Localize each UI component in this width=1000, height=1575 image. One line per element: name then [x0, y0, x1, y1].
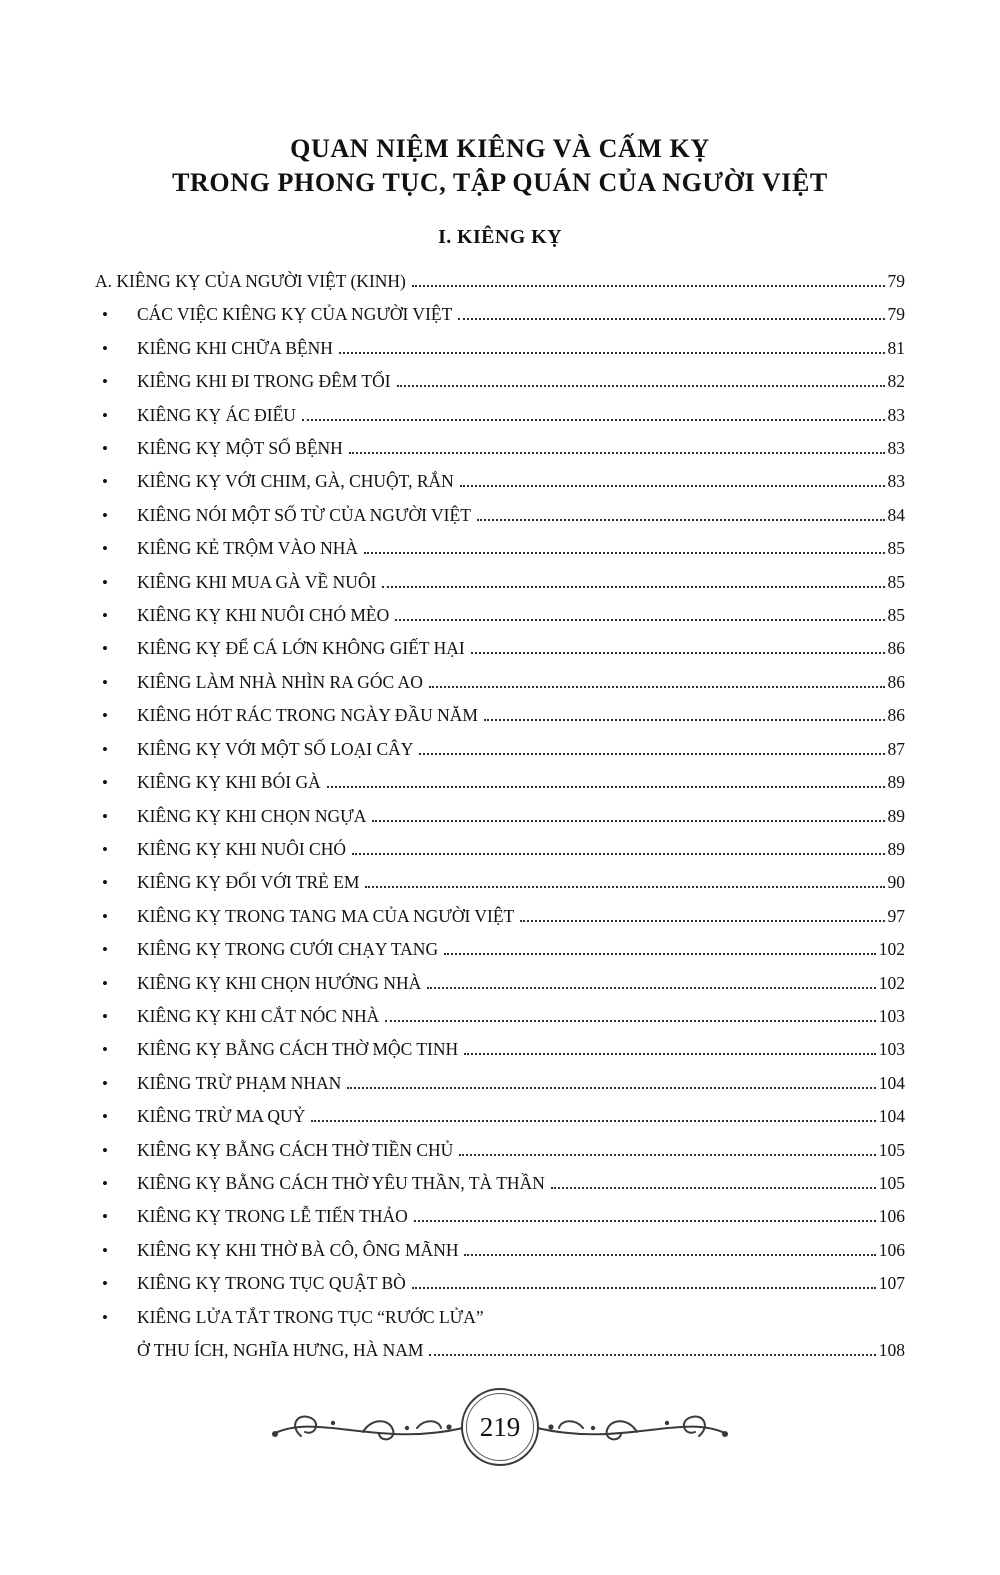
- toc-items: [95, 298, 905, 1367]
- toc-item: [95, 800, 905, 833]
- toc-item-label: KIÊNG KỴ KHI NUÔI CHÓ MÈO: [137, 605, 390, 626]
- toc-leader: [520, 920, 884, 922]
- toc-item: [95, 733, 905, 766]
- toc-page-number: 103: [878, 1005, 905, 1026]
- toc-entry-line1: [137, 365, 905, 398]
- toc-item-label: KIÊNG KỴ KHI CHỌN HƯỚNG NHÀ: [137, 972, 422, 993]
- bullet-icon: •: [102, 1207, 108, 1227]
- toc-entry: [137, 933, 905, 966]
- bullet-icon: •: [102, 1240, 108, 1260]
- toc-leader: [551, 1187, 876, 1189]
- toc-entry: [137, 833, 905, 866]
- toc-entry: [137, 465, 905, 498]
- toc-item: [95, 566, 905, 599]
- toc-item-label: KIÊNG HÓT RÁC TRONG NGÀY ĐẦU NĂM: [137, 705, 478, 726]
- toc-entry-line1: [137, 1000, 905, 1033]
- toc-entry: [137, 599, 905, 632]
- toc-entry-line1: [137, 1067, 905, 1100]
- toc-item-label: KIÊNG KỴ BẰNG CÁCH THỜ YÊU THẦN, TÀ THẦN: [137, 1172, 545, 1193]
- toc-item-label: KIÊNG KHI MUA GÀ VỀ NUÔI: [137, 571, 377, 592]
- toc-item-label: KIÊNG KỴ KHI THỜ BÀ CÔ, ÔNG MÃNH: [137, 1239, 459, 1260]
- toc-entry: [137, 1100, 905, 1133]
- toc-entry: [137, 1267, 905, 1300]
- bullet-icon: •: [102, 505, 108, 525]
- toc-page-number: 85: [887, 605, 905, 626]
- toc-item: [95, 632, 905, 665]
- bullet-icon: •: [102, 572, 108, 592]
- toc-page-number: 83: [887, 438, 905, 459]
- toc-entry-line1: [137, 1100, 905, 1133]
- bullet-icon: •: [102, 873, 108, 893]
- toc-entry-line1: [137, 933, 905, 966]
- toc-item-label: KIÊNG KỴ ÁC ĐIỂU: [137, 404, 296, 425]
- toc-page-number: 87: [887, 738, 905, 759]
- toc-leader: [349, 452, 885, 454]
- toc-leader: [372, 820, 884, 822]
- toc-entry: [137, 1000, 905, 1033]
- section-heading: I. KIÊNG KỴ: [438, 226, 562, 248]
- toc-item-label: KIÊNG KỴ BẰNG CÁCH THỜ MỘC TINH: [137, 1039, 459, 1060]
- toc-item-label: KIÊNG KỴ TRONG TANG MA CỦA NGƯỜI VIỆT: [137, 905, 515, 926]
- toc-leader: [458, 318, 884, 320]
- toc-item-label: KIÊNG KỴ VỚI CHIM, GÀ, CHUỘT, RẮN: [137, 471, 454, 492]
- toc-leader: [339, 352, 885, 354]
- toc-leader: [460, 485, 885, 487]
- toc-entry: [137, 866, 905, 899]
- toc-item-label: KIÊNG KỴ TRONG CƯỚI CHẠY TANG: [137, 939, 439, 960]
- toc-item: [95, 1033, 905, 1066]
- toc-entry: [137, 1134, 905, 1167]
- toc-entry: [137, 532, 905, 565]
- toc-entry-line1: [137, 900, 905, 933]
- toc-leader: [414, 1220, 876, 1222]
- toc-entry-line1: [137, 432, 905, 465]
- bullet-icon: •: [102, 539, 108, 559]
- toc-item: [95, 1100, 905, 1133]
- toc-leader: [352, 853, 884, 855]
- toc-item: [95, 866, 905, 899]
- toc-section-a-label: A. KIÊNG KỴ CỦA NGƯỜI VIỆT (KINH): [95, 271, 406, 291]
- bullet-icon: •: [102, 906, 108, 926]
- toc-entry: [137, 900, 905, 933]
- page-number: 219: [479, 1411, 521, 1442]
- toc-item-label: KIÊNG LÀM NHÀ NHÌN RA GÓC AO: [137, 671, 423, 692]
- toc-item-label: KIÊNG KHI CHỮA BỆNH: [137, 337, 333, 358]
- toc-item-label: KIÊNG KỴ KHI CHỌN NGỰA: [137, 805, 367, 826]
- toc-entry-line1: [137, 1200, 905, 1233]
- toc-page-number: 108: [878, 1340, 905, 1360]
- toc-page-number: 103: [878, 1039, 905, 1060]
- toc-entry-line1: [137, 1234, 905, 1267]
- bullet-icon: •: [102, 1040, 108, 1060]
- toc-item: [95, 967, 905, 1000]
- toc-item: [95, 298, 905, 331]
- toc-item: [95, 1267, 905, 1300]
- toc-leader: [484, 719, 885, 721]
- toc-item-label: KIÊNG KỴ KHI BÓI GÀ: [137, 772, 321, 793]
- toc-entry-line1: [137, 666, 905, 699]
- toc-page-number: 85: [887, 538, 905, 559]
- toc-item: [95, 332, 905, 365]
- toc-leader: [302, 419, 885, 421]
- toc-entry: [137, 967, 905, 1000]
- flourish-left-icon: [267, 1390, 467, 1464]
- bullet-icon: •: [102, 1006, 108, 1026]
- toc-entry-line1: [137, 866, 905, 899]
- toc-item-label: KIÊNG LỬA TẮT TRONG TỤC “RƯỚC LỬA”: [137, 1306, 484, 1327]
- bullet-icon: •: [102, 1107, 108, 1127]
- toc-entry-line1: [137, 833, 905, 866]
- toc-entry: [137, 1033, 905, 1066]
- toc-entry-line1: [137, 332, 905, 365]
- page-title: [95, 132, 905, 200]
- toc-item: [95, 399, 905, 432]
- toc-item: [95, 699, 905, 732]
- toc-leader: [397, 385, 885, 387]
- flourish-right-icon: [533, 1390, 733, 1464]
- toc-page-number: 81: [887, 337, 905, 358]
- bullet-icon: •: [102, 806, 108, 826]
- toc-entry-line1: [137, 298, 905, 331]
- bullet-icon: •: [102, 773, 108, 793]
- toc-item-label: KIÊNG KỴ BẰNG CÁCH THỜ TIỀN CHỦ: [137, 1139, 454, 1160]
- toc-page-number: 83: [887, 404, 905, 425]
- bullet-icon: •: [102, 405, 108, 425]
- toc-page-number: 79: [887, 271, 905, 291]
- toc-entry: [137, 1301, 905, 1368]
- toc-page-number: 86: [887, 671, 905, 692]
- toc-entry-line1: [137, 1301, 905, 1334]
- toc-entry-line1: [137, 766, 905, 799]
- toc-item-label: KIÊNG KỴ KHI NUÔI CHÓ: [137, 838, 347, 859]
- toc-item: [95, 900, 905, 933]
- toc-entry: [137, 499, 905, 532]
- toc-entry-line1: [137, 800, 905, 833]
- toc-list: [95, 265, 905, 1367]
- toc-page-number: 89: [887, 838, 905, 859]
- toc-entry: [137, 566, 905, 599]
- toc-entry-line1: [137, 399, 905, 432]
- toc-item-label: KIÊNG KỴ VỚI MỘT SỐ LOẠI CÂY: [137, 738, 414, 759]
- toc-entry: [137, 800, 905, 833]
- toc-entry: [137, 399, 905, 432]
- toc-page-number: 105: [878, 1172, 905, 1193]
- toc-leader: [395, 619, 884, 621]
- toc-entry-line1: [137, 1167, 905, 1200]
- toc-entry-line2: [137, 1334, 905, 1367]
- toc-entry: [137, 365, 905, 398]
- toc-item-label: KIÊNG KỴ ĐỐI VỚI TRẺ EM: [137, 872, 360, 893]
- toc-entry: [137, 699, 905, 732]
- toc-page-number: 89: [887, 772, 905, 793]
- toc-item-label: KIÊNG KỴ KHI CẮT NÓC NHÀ: [137, 1005, 380, 1026]
- toc-page-number: 104: [878, 1072, 905, 1093]
- bullet-icon: •: [102, 940, 108, 960]
- bullet-icon: •: [102, 839, 108, 859]
- toc-entry-line1: [137, 499, 905, 532]
- toc-entry: [137, 666, 905, 699]
- toc-item-label: KIÊNG KẺ TRỘM VÀO NHÀ: [137, 538, 359, 559]
- toc-page-number: 104: [878, 1106, 905, 1127]
- bullet-icon: •: [102, 606, 108, 626]
- toc-leader: [427, 987, 875, 989]
- toc-entry: [137, 733, 905, 766]
- toc-item: [95, 933, 905, 966]
- toc-entry-line1: [137, 632, 905, 665]
- toc-item: [95, 1067, 905, 1100]
- toc-leader: [311, 1120, 875, 1122]
- toc-leader: [365, 886, 884, 888]
- toc-item-label: KIÊNG KỴ MỘT SỐ BỆNH: [137, 438, 343, 459]
- toc-entry-line1: [137, 465, 905, 498]
- toc-item-label: KIÊNG NÓI MỘT SỐ TỪ CỦA NGƯỜI VIỆT: [137, 504, 471, 525]
- toc-item-label: KIÊNG KỴ ĐỂ CÁ LỚN KHÔNG GIẾT HẠI: [137, 638, 465, 659]
- bullet-icon: •: [102, 1140, 108, 1160]
- bullet-icon: •: [102, 1274, 108, 1294]
- toc-item: [95, 666, 905, 699]
- toc-leader: [459, 1154, 875, 1156]
- toc-leader: [419, 753, 884, 755]
- toc-page-number: 107: [878, 1273, 905, 1294]
- toc-entry-line1: [137, 967, 905, 1000]
- toc-page-number: 106: [878, 1239, 905, 1260]
- toc-page-number: 106: [878, 1206, 905, 1227]
- toc-entry: [137, 298, 905, 331]
- toc-leader: [327, 786, 885, 788]
- bullet-icon: •: [102, 338, 108, 358]
- toc-leader: [429, 686, 885, 688]
- page-title-line2: TRONG PHONG TỤC, TẬP QUÁN CỦA NGƯỜI VIỆT: [172, 168, 828, 197]
- toc-leader: [444, 953, 876, 955]
- toc-leader: [471, 652, 885, 654]
- toc-item: [95, 465, 905, 498]
- toc-leader: [364, 552, 884, 554]
- toc-page-number: 102: [878, 939, 905, 960]
- toc-entry: [137, 1234, 905, 1267]
- toc-entry-line1: [137, 733, 905, 766]
- toc-leader: [412, 285, 885, 287]
- toc-page-number: 105: [878, 1139, 905, 1160]
- toc-item: [95, 1167, 905, 1200]
- toc-item: [95, 432, 905, 465]
- bullet-icon: •: [102, 1173, 108, 1193]
- bullet-icon: •: [102, 973, 108, 993]
- toc-entry-line1: [137, 1134, 905, 1167]
- toc-entry: [137, 332, 905, 365]
- page-title-line1: QUAN NIỆM KIÊNG VÀ CẤM KỴ: [290, 134, 710, 163]
- toc-entry: [137, 632, 905, 665]
- toc-leader: [382, 586, 884, 588]
- toc-item: [95, 1301, 905, 1368]
- toc-leader: [477, 519, 885, 521]
- toc-page-number: 85: [887, 571, 905, 592]
- toc-leader: [412, 1287, 876, 1289]
- toc-item-label-continued: Ở THU ÍCH, NGHĨA HƯNG, HÀ NAM: [137, 1340, 424, 1360]
- toc-page-number: 82: [887, 371, 905, 392]
- toc-item: [95, 532, 905, 565]
- toc-leader: [464, 1254, 875, 1256]
- toc-item: [95, 1234, 905, 1267]
- toc-page-number: 86: [887, 705, 905, 726]
- bullet-icon: •: [102, 472, 108, 492]
- toc-page-number: 90: [887, 872, 905, 893]
- toc-leader: [385, 1020, 876, 1022]
- bullet-icon: •: [102, 1307, 108, 1327]
- toc-page-number: 89: [887, 805, 905, 826]
- bullet-icon: •: [102, 706, 108, 726]
- toc-entry: [137, 1200, 905, 1233]
- toc-section-a: [95, 265, 905, 298]
- bullet-icon: •: [102, 1073, 108, 1093]
- toc-item: [95, 1200, 905, 1233]
- page-number-circle: [461, 1388, 539, 1466]
- footer-ornament: [0, 1388, 1000, 1466]
- bullet-icon: •: [102, 739, 108, 759]
- toc-page-number: 79: [887, 304, 905, 325]
- toc-page-number: 102: [878, 972, 905, 993]
- toc-page-number: 97: [887, 905, 905, 926]
- toc-item: [95, 833, 905, 866]
- toc-item: [95, 766, 905, 799]
- toc-item: [95, 499, 905, 532]
- toc-entry-line1: [137, 1033, 905, 1066]
- toc-item-label: KIÊNG KỴ TRONG TỤC QUẬT BÒ: [137, 1273, 406, 1294]
- toc-page-number: 86: [887, 638, 905, 659]
- toc-entry: [137, 1167, 905, 1200]
- bullet-icon: •: [102, 305, 108, 325]
- bullet-icon: •: [102, 672, 108, 692]
- toc-entry-line1: [137, 599, 905, 632]
- toc-item-label: KIÊNG TRỪ PHẠM NHAN: [137, 1072, 342, 1093]
- toc-entry-line1: [137, 1267, 905, 1300]
- toc-page-number: 83: [887, 471, 905, 492]
- toc-entry: [137, 1067, 905, 1100]
- toc-entry-line1: [137, 532, 905, 565]
- toc-item: [95, 599, 905, 632]
- toc-leader: [429, 1354, 875, 1356]
- toc-item: [95, 1000, 905, 1033]
- toc-entry: [137, 432, 905, 465]
- bullet-icon: •: [102, 439, 108, 459]
- bullet-icon: •: [102, 639, 108, 659]
- toc-entry-line1: [137, 699, 905, 732]
- toc-leader: [347, 1087, 875, 1089]
- toc-item-label: KIÊNG TRỪ MA QUỶ: [137, 1106, 306, 1127]
- toc-item: [95, 365, 905, 398]
- toc-entry: [137, 766, 905, 799]
- toc-leader: [464, 1053, 876, 1055]
- toc-entry-line1: [137, 566, 905, 599]
- toc-item-label: KIÊNG KỴ TRONG LỄ TIẾN THẢO: [137, 1206, 408, 1227]
- toc-item-label: KIÊNG KHI ĐI TRONG ĐÊM TỐI: [137, 371, 391, 392]
- toc-page-number: 84: [887, 504, 905, 525]
- toc-item: [95, 1134, 905, 1167]
- bullet-icon: •: [102, 372, 108, 392]
- toc-item-label: CÁC VIỆC KIÊNG KỴ CỦA NGƯỜI VIỆT: [137, 304, 453, 325]
